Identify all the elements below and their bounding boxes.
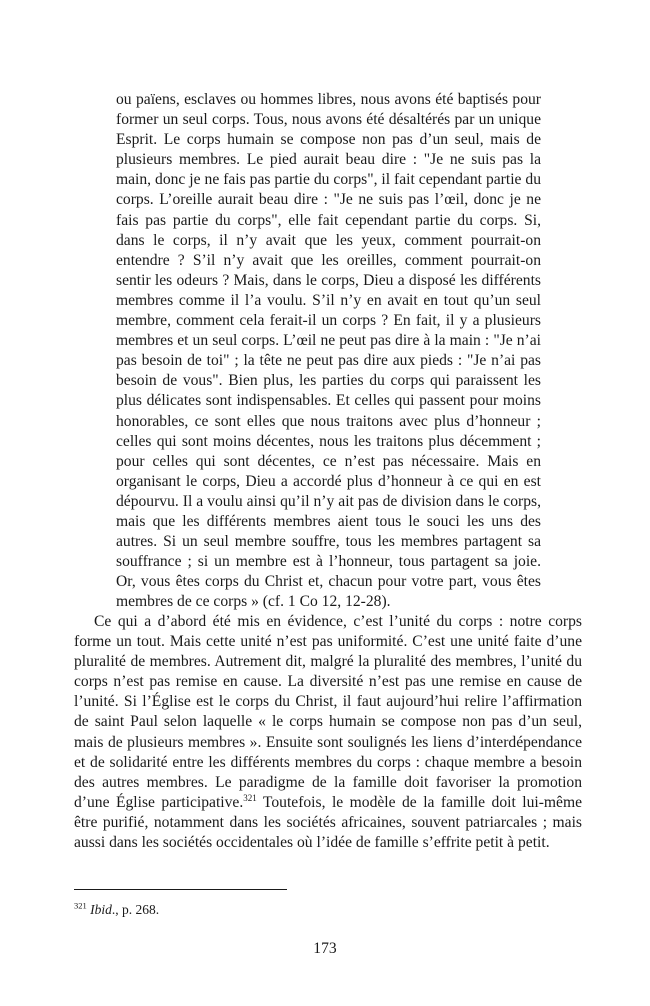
footnote-reference[interactable]: 321 xyxy=(243,792,257,803)
footnote xyxy=(74,902,159,918)
paragraph-text-after-ref: Toutefois, le modèle de la famille doit lui-même être purifié, notamment dans les sociétés africaines, souvent patriarcales ; mais aussi dans les sociétés occidentales où l’idée de famille s’effrite petit à petit. xyxy=(74,793,582,852)
footnote-rest: ., p. 268. xyxy=(111,902,160,917)
footnote-number: 321 xyxy=(74,900,87,911)
body-paragraph xyxy=(74,612,582,853)
block-quote: ou païens, esclaves ou hommes libres, nous avons été baptisés pour former un seul corps. Tous, nous avons été désaltérés par un unique Esprit. Le corps humain se compose non pas d’un seul, mais de plusieurs membres. Le pied aurait beau dire : "Je ne suis pas la main, donc je ne fais pas partie du corps", il fait cependant partie du corps. L’oreille aurait beau dire : "Je ne suis pas l’œil, donc je ne fais pas partie du corps", elle fait cependant partie du corps. Si, dans le corps, il n’y avait que les yeux, comment pourrait-on entendre ? S’il n’y avait que les oreilles, comment pourrait-on sentir les odeurs ? Mais, dans le corps, Dieu a disposé les différents membres comme il l’a voulu. S’il n’y en avait en tout qu’un seul membre, comment cela ferait-il un corps ? En fait, il y a plusieurs membres et un seul corps. L’œil ne peut pas dire à la main : "Je n’ai pas besoin de toi" ; la tête ne peut pas dire aux pieds : "Je n’ai pas besoin de vous". Bien plus, les parties du corps qui paraissent les plus délicates sont indispensables. Et celles qui passent pour moins honorables, ce sont elles que nous traitons avec plus d’honneur ; celles qui sont moins décentes, nous les traitons plus décemment ; pour celles qui sont décentes, ce n’est pas nécessaire. Mais en organisant le corps, Dieu a accordé plus d’honneur à ce qui en est dépourvu. Il a voulu ainsi qu’il n’y ait pas de division dans le corps, mais que les différents membres aient tous le souci les uns des autres. Si un seul membre souffre, tous les membres partagent sa souffrance ; si un membre est à l’honneur, tous partagent sa joie. Or, vous êtes corps du Christ et, chacun pour votre part, vous êtes membres de ce corps » (cf. 1 Co 12, 12-28). xyxy=(116,91,541,611)
paragraph-text-before-ref: Ce qui a d’abord été mis en évidence, c’est l’unité du corps : notre corps forme un tout. Mais cette unité n’est pas uniformité. C’est une unité faite d’une pluralité de membres. Autrement dit, malgré la pluralité des membres, l’unité du corps n’est pas remise en cause. La diversité n’est pas une remise en cause de l’unité. Si l’Église est le corps du Christ, il faut aujourd’hui relire l’affirmation de saint Paul selon laquelle « le corps humain se compose non pas d’un seul, mais de plusieurs membres ». Ensuite sont soulignés les liens d’interdépendance et de solidarité entre les différents membres du corps : chaque membre a besoin des autres membres. Le paradigme de la famille doit favoriser la promotion d’une Église participative. xyxy=(74,613,582,811)
footnote-separator xyxy=(74,889,287,890)
page-number: 173 xyxy=(313,940,337,957)
footnote-source: Ibid xyxy=(90,902,112,917)
